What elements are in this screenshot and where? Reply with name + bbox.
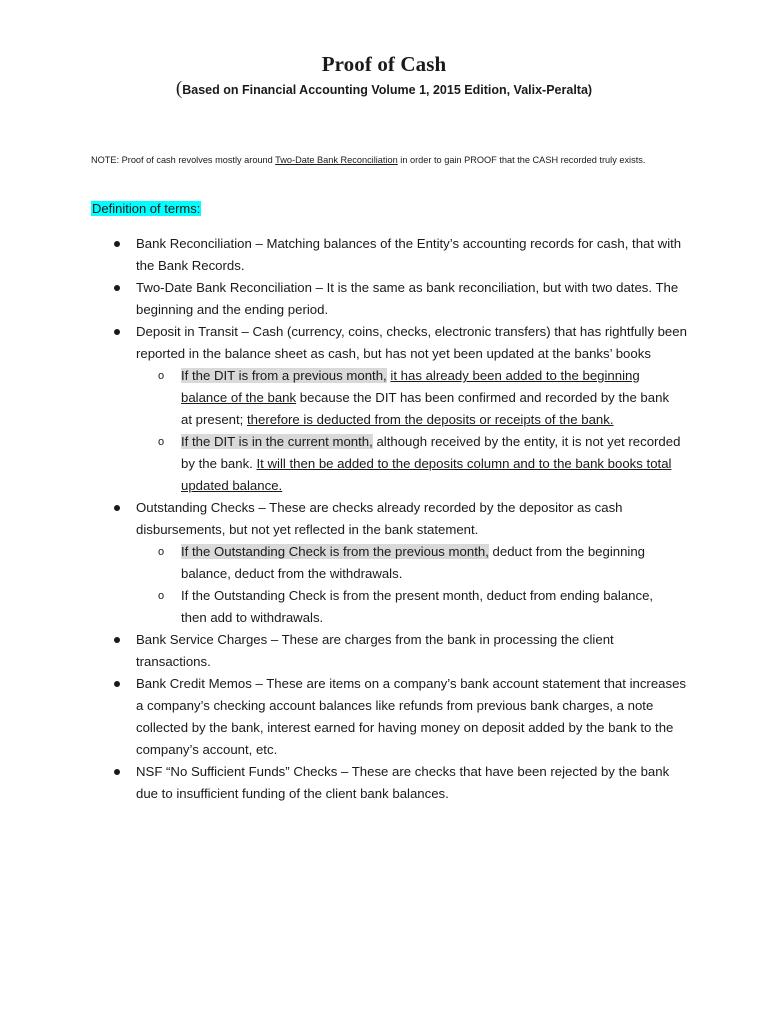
circle-bullet-icon: o (158, 546, 165, 558)
note-underlined-term: Two-Date Bank Reconciliation (275, 155, 398, 165)
circle-bullet-icon: o (158, 436, 165, 448)
underlined-text: therefore is deducted from the deposits or receipts of the bank. (246, 412, 614, 427)
item-text: Outstanding Checks – These are checks already recorded by the depositor as cash disbursements, but not yet reflected in the bank statement. (136, 500, 623, 537)
item-text: deduct from the beginning balance, deduct from the withdrawals. (181, 544, 646, 581)
bullet-icon (114, 637, 120, 643)
bullet-icon (114, 769, 120, 775)
terms-heading-text: Definition of terms: (92, 201, 201, 216)
page-subtitle (0, 78, 768, 100)
circle-bullet-icon: o (158, 590, 165, 602)
bullet-icon (114, 681, 120, 687)
sub-list-item (0, 365, 681, 431)
list-item (0, 321, 688, 365)
page-title: Proof of Cash (321, 52, 447, 76)
highlighted-text: If the Outstanding Check is from the previous month, (181, 544, 489, 559)
bullet-icon (114, 285, 120, 291)
item-text: because the DIT has been confirmed and recorded by the bank at present; (181, 390, 670, 427)
list-item (0, 233, 688, 277)
bullet-icon (114, 329, 120, 335)
subtitle-open-paren: ( (175, 78, 183, 99)
item-text: although received by the entity, it is not yet recorded by the bank. (181, 434, 681, 471)
list-item (0, 629, 688, 673)
list-item (0, 761, 688, 805)
item-text: Bank Credit Memos – These are items on a company’s bank account statement that increases a company’s checking account balances like refunds from previous bank charges, a note collected by the bank, interest earned for having money on deposit added by the bank to the company’s account, etc. (136, 676, 687, 757)
highlighted-text: If the DIT is in the current month, (181, 434, 373, 449)
underlined-text: It will then be added to the deposits column and to the bank books total updated balance. (181, 456, 672, 493)
item-text: If the Outstanding Check is from the present month, deduct from ending balance, then add to withdrawals. (181, 588, 654, 625)
item-text: Deposit in Transit – Cash (currency, coins, checks, electronic transfers) that has rightfully been reported in the balance sheet as cash, but has not yet been updated at the banks’ books (136, 324, 687, 361)
item-text: Bank Reconciliation – Matching balances of the Entity’s accounting records for cash, that with the Bank Records. (136, 236, 682, 273)
list-item (0, 673, 688, 761)
subtitle-text: Based on Financial Accounting Volume 1, 2015 Edition, Valix-Peralta) (182, 83, 593, 97)
note-suffix: in order to gain PROOF that the CASH recorded truly exists. (397, 155, 646, 165)
bullet-icon (114, 241, 120, 247)
highlighted-text: If the DIT is from a previous month, (181, 368, 387, 383)
item-text: NSF “No Sufficient Funds” Checks – These are checks that have been rejected by the bank due to insufficient funding of the client bank balances. (136, 764, 670, 801)
sub-list-item (0, 585, 681, 629)
note-paragraph (91, 152, 681, 169)
list-item (0, 497, 688, 541)
item-text: Two-Date Bank Reconciliation – It is the same as bank reconciliation, but with two dates. The beginning and the ending period. (136, 280, 679, 317)
bullet-icon (114, 505, 120, 511)
underlined-text: it has already been added to the beginning balance of the bank (181, 368, 640, 405)
sub-list-item (0, 541, 681, 585)
note-prefix: NOTE: Proof of cash revolves mostly around (91, 155, 276, 165)
definition-list (0, 233, 768, 805)
item-text: Bank Service Charges – These are charges from the bank in processing the client transactions. (136, 632, 614, 669)
terms-heading (91, 199, 201, 218)
list-item (0, 277, 688, 321)
circle-bullet-icon: o (158, 370, 165, 382)
sub-list-item (0, 431, 681, 497)
